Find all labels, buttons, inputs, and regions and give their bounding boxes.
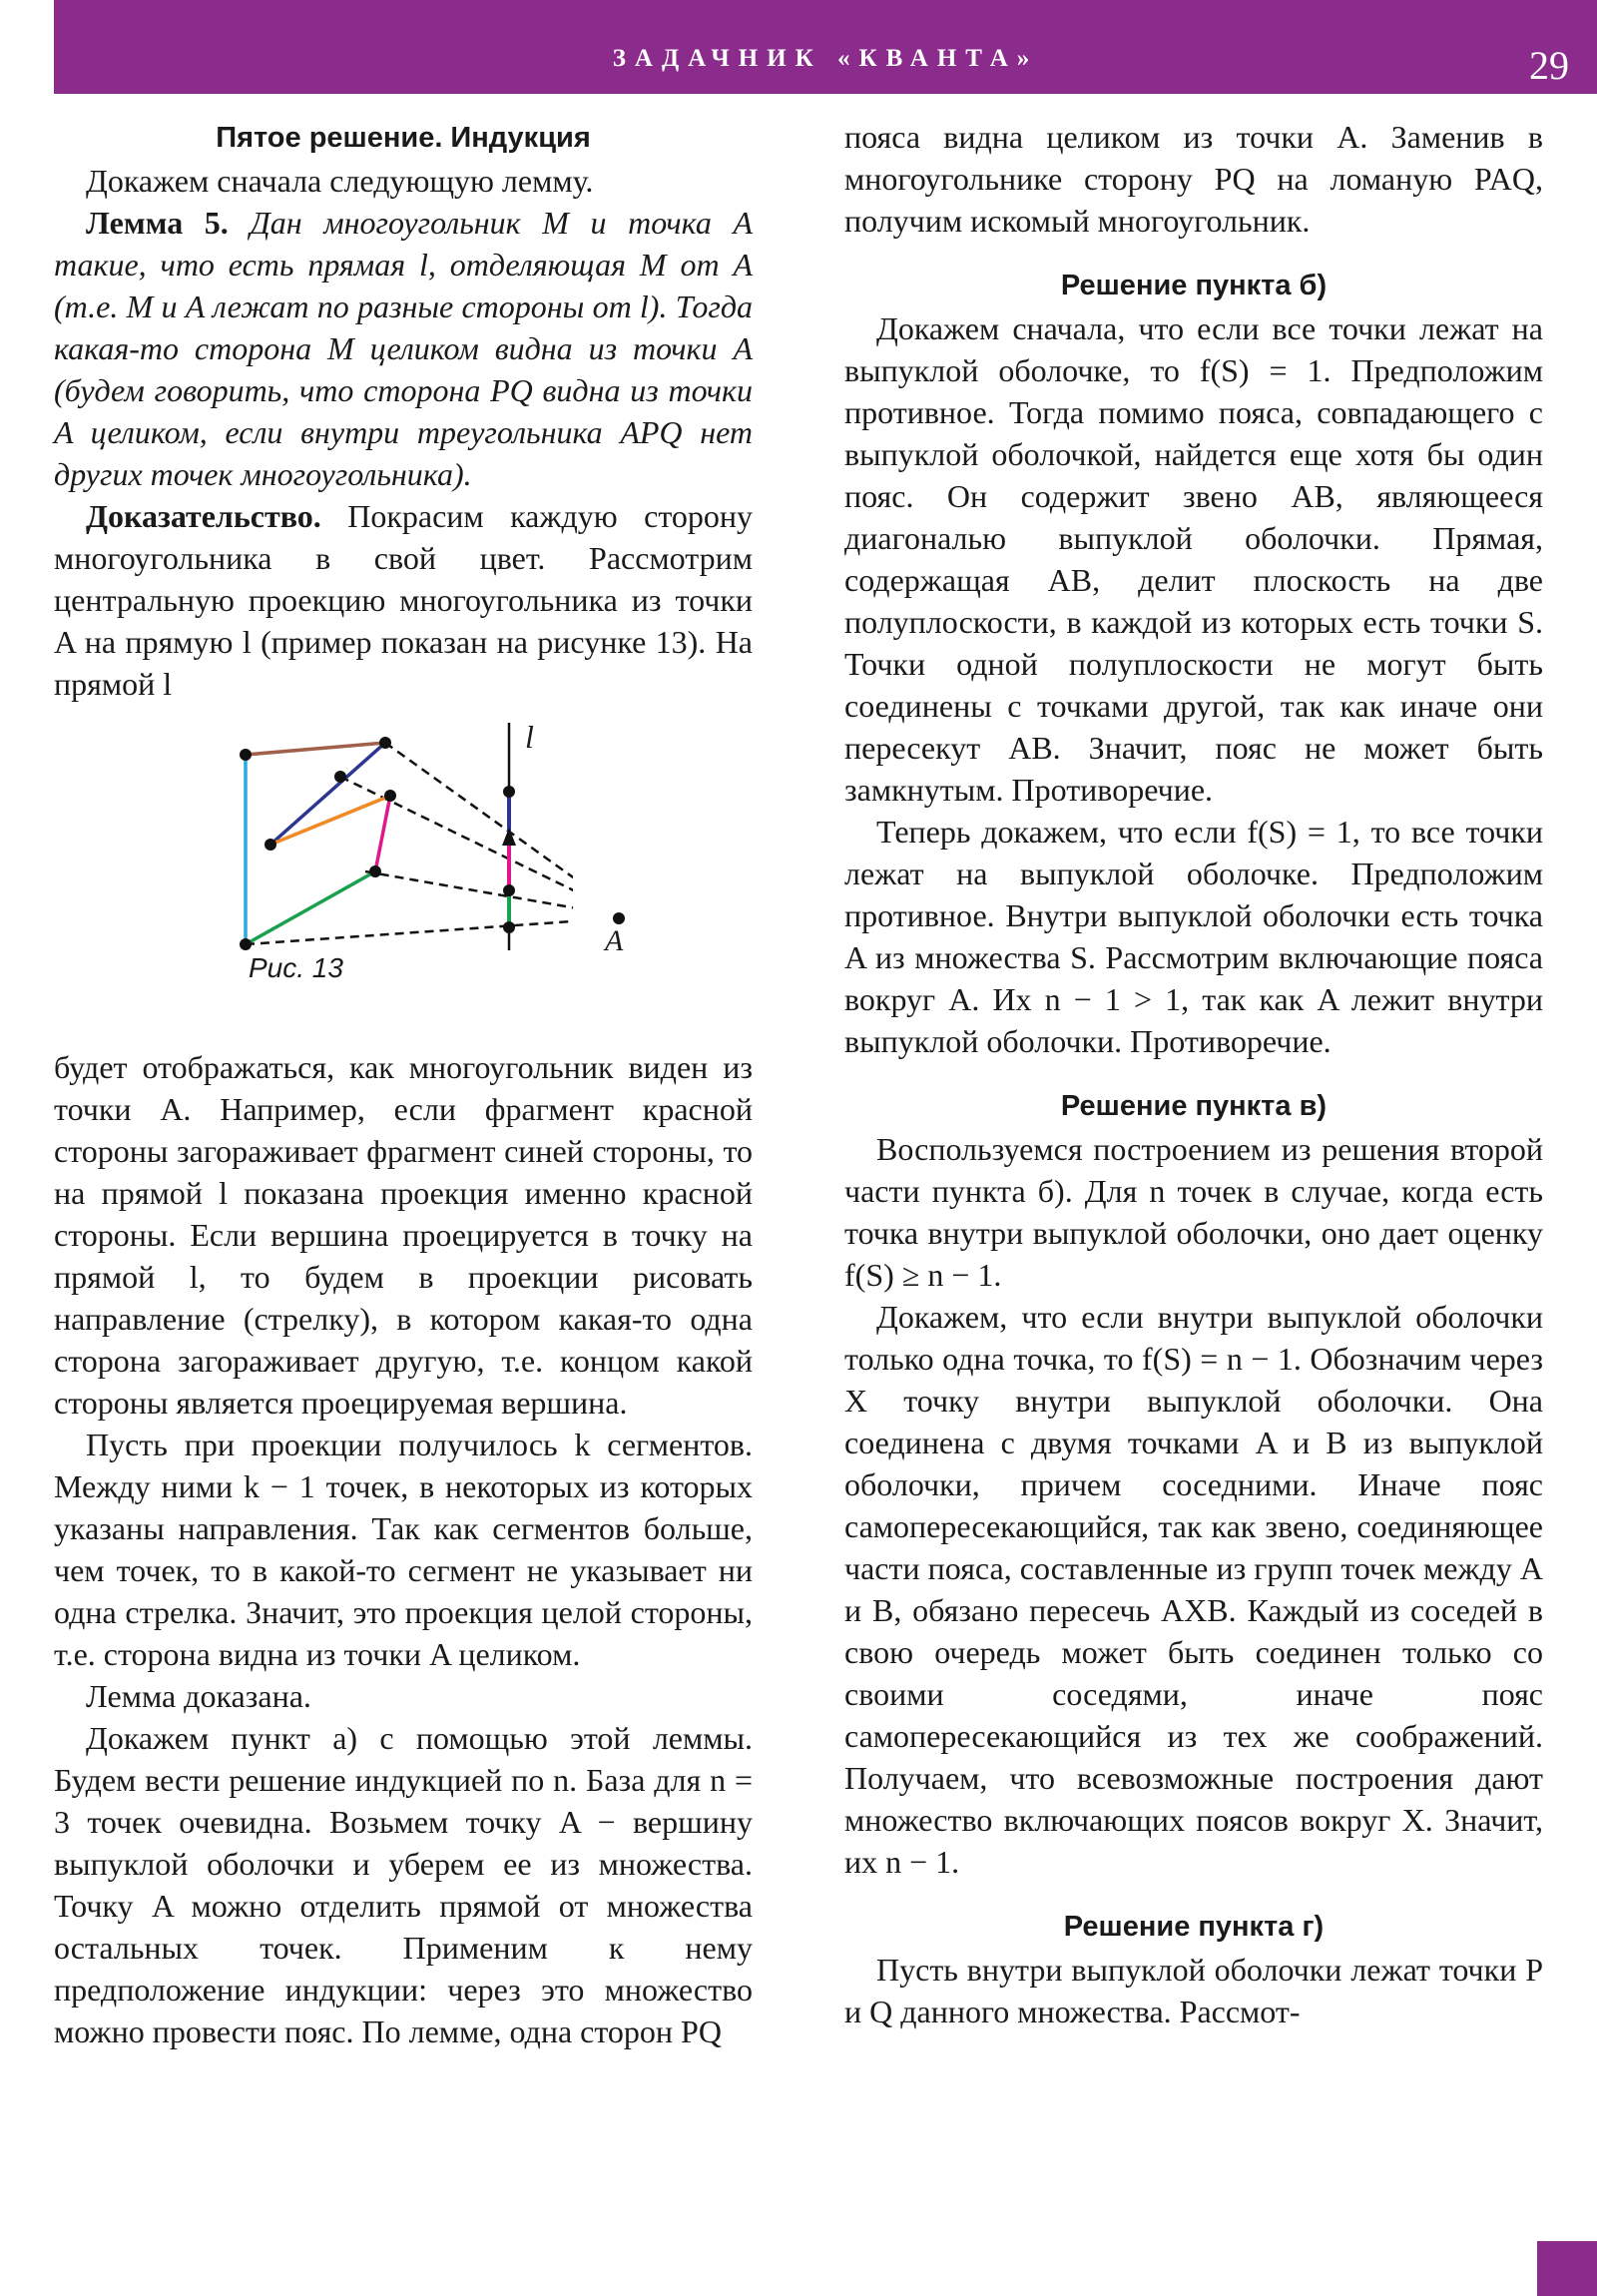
part-b-paragraph-2: Теперь докажем, что если f(S) = 1, то все точки лежат на выпуклой оболочке. Предположим противное. Внутри выпуклой оболочки есть точка A из множества S. Рассмотрим включающие пояса вокруг A. Их n − 1 > 1, так как A лежит внутри выпуклой оболочки. Противоречие. [844, 814, 1543, 1059]
section-title-part-g: Решение пункта г) [1063, 1911, 1325, 1943]
section-title-fifth-solution: Пятое решение. Индукция [216, 122, 591, 154]
projection-diagram [234, 713, 573, 952]
intro-paragraph: Докажем сначала следующую лемму. [86, 163, 594, 199]
left-column [54, 116, 753, 2052]
segments-paragraph: Пусть при проекции получилось k сегментов. Между ними k − 1 точек, в некоторых из которых указаны направления. Так как сегментов больше, чем точек, то в какой-то сегмент не указывает ни одна стрелка. Значит, это проекция целой стороны, т.е. сторона видна из точки A целиком. [54, 1427, 753, 1672]
part-g-paragraph-1: Пусть внутри выпуклой оболочки лежат точки P и Q данного множества. Рассмот- [844, 1952, 1543, 2029]
continuation-paragraph: пояса видна целиком из точки A. Заменив в многоугольнике сторону PQ на ломаную PAQ, получим искомый многоугольник. [844, 119, 1543, 239]
part-v-paragraph-2: Докажем, что если внутри выпуклой оболочки только одна точка, то f(S) = n − 1. Обозначим через X точку внутри выпуклой оболочки. Она соединена с двумя точками A и B из выпуклой оболочки, причем соседними. Иначе пояс самопересекающийся, так как звено, соединяющее части пояса, составленные из групп точек между A и B, обязано пересечь AXB. Каждый из соседей в свою очередь может быть соединен только со своими соседями, иначе пояс самопересекающийся из тех же соображений. Получаем, что всевозможные построения дают множество включающих поясов вокруг X. Значит, их n − 1. [844, 1299, 1543, 1880]
lemma-paragraph [54, 202, 753, 495]
point-a-dot [613, 912, 625, 924]
part-b-paragraph-1: Докажем сначала, что если все точки лежат на выпуклой оболочке, то f(S) = 1. Предположим противное. Тогда помимо пояса, совпадающего с выпуклой оболочкой, найдется еще хотя бы один пояс. Он содержит звено AB, являющееся диагональю выпуклой оболочки. Прямая, содержащая AB, делит плоскость на две полуплоскости, в каждой из которых есть точки S. Точки одной полуплоскости не могут быть соединены с точками другой, так как иначе они пересекут AB. Значит, пояс не может быть замкнутым. Противоречие. [844, 310, 1543, 808]
line-l-label: l [525, 719, 534, 755]
journal-section-title: ЗАДАЧНИК «КВАНТА» [612, 45, 1039, 72]
lemma-proved-line: Лемма доказана. [86, 1678, 311, 1714]
running-header [54, 0, 1597, 94]
page-number: 29 [1529, 43, 1569, 88]
page-corner-tab [1537, 2241, 1597, 2296]
part-v-paragraph-1: Воспользуемся построением из решения второй части пункта б). Для n точек в случае, когда есть точка внутри выпуклой оболочки, оно дает оценку f(S) ≥ n − 1. [844, 1131, 1543, 1293]
section-title-part-b: Решение пункта б) [1060, 270, 1328, 301]
point-a-label: A [605, 924, 624, 957]
figure-13 [54, 713, 753, 1042]
section-title-part-v: Решение пункта в) [1060, 1090, 1328, 1122]
after-figure-paragraph: будет отображаться, как многоугольник виден из точки A. Например, если фрагмент красной стороны загораживает фрагмент синей стороны, то на прямой l показана проекция именно красной стороны. Если вершина проецируется в точку на прямой l, то будем в проекции рисовать направление (стрелку), в котором какая-то одна сторона загораживает другую, т.е. концом какой стороны является проецируемая вершина. [54, 1049, 753, 1421]
induction-paragraph: Докажем пункт а) с помощью этой леммы. Будем вести решение индукцией по n. База для n = 3 точек очевидна. Возьмем точку A − вершину выпуклой оболочки и уберем ее из множества. Точку A можно отделить прямой от множества остальных точек. Применим к нему предположение индукции: через это множество можно провести пояс. По лемме, одна сторон PQ [54, 1720, 753, 2049]
proof-label: Доказательство. [86, 498, 321, 534]
proof-text: Покрасим каждую сторону многоугольника в свой цвет. Рассмотрим центральную проекцию многоугольника из точки A на прямую l (пример показан на рисунке 13). На прямой l [54, 498, 754, 702]
figure-caption: Рис. 13 [249, 952, 343, 983]
proof-paragraph [54, 495, 753, 705]
lemma-statement: Дан многоугольник M и точка A такие, что есть прямая l, отделяющая M от A (т.е. M и A лежат по разные стороны от l). Тогда какая-то сторона M целиком видна из точки A (будем говорить, что сторона PQ видна из точки A целиком, если внутри треугольника APQ нет других точек многоугольника). [54, 205, 754, 492]
right-column [844, 116, 1543, 2032]
lemma-label: Лемма 5. [86, 205, 229, 241]
